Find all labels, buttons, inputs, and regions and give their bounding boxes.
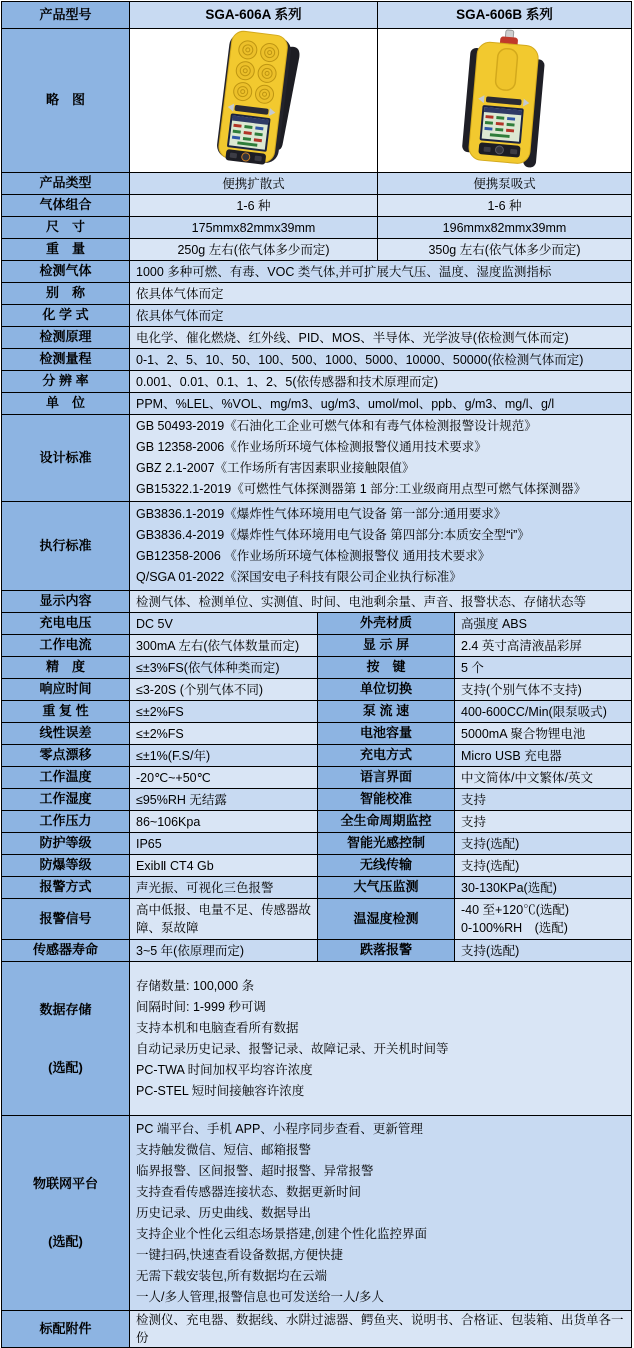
spec-value bbox=[130, 502, 632, 591]
spec-label: 工作湿度 bbox=[2, 789, 130, 811]
spec-value: 支持 bbox=[455, 789, 632, 811]
sketch-label: 略 图 bbox=[2, 29, 130, 173]
spec-label: 显示内容 bbox=[2, 591, 130, 613]
table-row-design-standards bbox=[2, 415, 632, 502]
device-b-image-cell bbox=[378, 29, 632, 173]
spec-label: 温湿度检测 bbox=[318, 899, 455, 940]
spec-label: 语言界面 bbox=[318, 767, 455, 789]
spec-value: Micro USB 充电器 bbox=[455, 745, 632, 767]
spec-value: ≤±2%FS bbox=[130, 723, 318, 745]
table-row-sensor-life bbox=[2, 940, 632, 962]
spec-label: 传感器寿命 bbox=[2, 940, 130, 962]
spec-value bbox=[130, 415, 632, 502]
spec-value-a: 250g 左右(依气体多少而定) bbox=[130, 239, 378, 261]
spec-value: -20℃~+50℃ bbox=[130, 767, 318, 789]
spec-label: 检测量程 bbox=[2, 349, 130, 371]
spec-value-line: -40 至+120℃(选配) bbox=[461, 903, 570, 917]
spec-label: 重 复 性 bbox=[2, 701, 130, 723]
header-series-b: SGA-606B 系列 bbox=[378, 2, 632, 29]
spec-value: 300mA 左右(依气体数量而定) bbox=[130, 635, 318, 657]
spec-label: 设计标准 bbox=[2, 415, 130, 502]
spec-label: 全生命周期监控 bbox=[318, 811, 455, 833]
spec-value: 依具体气体而定 bbox=[130, 305, 632, 327]
table-row-data-storage bbox=[2, 962, 632, 1116]
table-row-protection-rating bbox=[2, 833, 632, 855]
spec-value: 电化学、催化燃烧、红外线、PID、MOS、半导体、光学波导(依检测气体而定) bbox=[130, 327, 632, 349]
spec-label: 执行标准 bbox=[2, 502, 130, 591]
spec-label: 大气压监测 bbox=[318, 877, 455, 899]
device-a-image bbox=[191, 29, 317, 167]
spec-label: 充电方式 bbox=[318, 745, 455, 767]
table-row-resolution bbox=[2, 371, 632, 393]
table-row-response-time bbox=[2, 679, 632, 701]
spec-value-b: 便携泵吸式 bbox=[378, 173, 632, 195]
table-row-alias bbox=[2, 283, 632, 305]
standard-line: Q/SGA 01-2022《深国安电子科技有限公司企业执行标准》 bbox=[136, 570, 462, 585]
spec-value: 依具体气体而定 bbox=[130, 283, 632, 305]
table-row-units bbox=[2, 393, 632, 415]
table-row-working-temperature bbox=[2, 767, 632, 789]
spec-value: 支持(选配) bbox=[455, 940, 632, 962]
standard-line: GB15322.1-2019《可燃性气体探测器第 1 部分:工业级商用点型可燃气体探测器》 bbox=[136, 482, 587, 497]
feature-line: 存储数量: 100,000 条 bbox=[136, 978, 255, 993]
header-series-a: SGA-606A 系列 bbox=[130, 2, 378, 29]
spec-label-line: 数据存储 bbox=[39, 1001, 92, 1017]
feature-line: 支持触发微信、短信、邮箱报警 bbox=[136, 1142, 312, 1157]
spec-label: 重 量 bbox=[2, 239, 130, 261]
spec-value: 0.001、0.01、0.1、1、2、5(依传感器和技术原理而定) bbox=[130, 371, 632, 393]
table-row-iot-platform bbox=[2, 1116, 632, 1311]
feature-line: PC-TWA 时间加权平均容许浓度 bbox=[136, 1062, 313, 1077]
spec-value: PPM、%LEL、%VOL、mg/m3、ug/m3、umol/mol、ppb、g/m3、mg/l、g/l bbox=[130, 393, 632, 415]
feature-line: 一人/多人管理,报警信息也可发送给一人/多人 bbox=[136, 1289, 384, 1304]
spec-label: 防护等级 bbox=[2, 833, 130, 855]
table-row-product-type bbox=[2, 173, 632, 195]
spec-value: 2.4 英寸高清液晶彩屏 bbox=[455, 635, 632, 657]
table-header-row bbox=[2, 2, 632, 29]
spec-label: 检测气体 bbox=[2, 261, 130, 283]
feature-line: 临界报警、区间报警、超时报警、异常报警 bbox=[136, 1163, 374, 1178]
spec-label-line: (选配) bbox=[48, 1234, 83, 1250]
spec-value: 高强度 ABS bbox=[455, 613, 632, 635]
spec-value-a: 175mmx82mmx39mm bbox=[130, 217, 378, 239]
feature-line: PC-STEL 短时间接触容许浓度 bbox=[136, 1083, 305, 1098]
spec-value: DC 5V bbox=[130, 613, 318, 635]
spec-label: 精 度 bbox=[2, 657, 130, 679]
spec-value: 支持 bbox=[455, 811, 632, 833]
spec-label: 报警方式 bbox=[2, 877, 130, 899]
spec-label: 泵 流 速 bbox=[318, 701, 455, 723]
device-a-image-cell bbox=[130, 29, 378, 173]
spec-value: 400-600CC/Min(限泵吸式) bbox=[455, 701, 632, 723]
spec-value: ≤95%RH 无结露 bbox=[130, 789, 318, 811]
spec-value: 检测气体、检测单位、实测值、时间、电池剩余量、声音、报警状态、存储状态等 bbox=[130, 591, 632, 613]
spec-value: 声光振、可视化三色报警 bbox=[130, 877, 318, 899]
spec-value: ExibⅡ CT4 Gb bbox=[130, 855, 318, 877]
spec-value bbox=[130, 1116, 632, 1311]
spec-label-line: (选配) bbox=[48, 1059, 83, 1075]
standard-line: GBZ 2.1-2007《工作场所有害因素职业接触限值》 bbox=[136, 461, 415, 476]
table-row-weight bbox=[2, 239, 632, 261]
spec-label: 报警信号 bbox=[2, 899, 130, 940]
spec-label: 跌落报警 bbox=[318, 940, 455, 962]
spec-label: 别 称 bbox=[2, 283, 130, 305]
feature-line: 历史记录、历史曲线、数据导出 bbox=[136, 1205, 312, 1220]
table-row-working-pressure bbox=[2, 811, 632, 833]
spec-value-line: 0-100%RH (选配) bbox=[461, 921, 568, 936]
spec-value-a: 便携扩散式 bbox=[130, 173, 378, 195]
table-row-charge-voltage bbox=[2, 613, 632, 635]
spec-label: 尺 寸 bbox=[2, 217, 130, 239]
spec-label: 显 示 屏 bbox=[318, 635, 455, 657]
spec-label: 单 位 bbox=[2, 393, 130, 415]
spec-value-b: 196mmx82mmx39mm bbox=[378, 217, 632, 239]
feature-line: 自动记录历史记录、报警记录、故障记录、开关机时间等 bbox=[136, 1041, 449, 1056]
spec-label: 检测原理 bbox=[2, 327, 130, 349]
spec-label bbox=[2, 1116, 130, 1311]
spec-label: 外壳材质 bbox=[318, 613, 455, 635]
spec-value: 0-1、2、5、10、50、100、500、1000、5000、10000、50000(依检测气体而定) bbox=[130, 349, 632, 371]
spec-label-line: 物联网平台 bbox=[32, 1176, 98, 1192]
spec-label: 按 键 bbox=[318, 657, 455, 679]
feature-line: PC 端平台、手机 APP、小程序同步查看、更新管理 bbox=[136, 1121, 423, 1136]
spec-label: 智能校准 bbox=[318, 789, 455, 811]
table-row-alarm-signal bbox=[2, 899, 632, 940]
spec-value: 支持(个别气体不支持) bbox=[455, 679, 632, 701]
standard-line: GB 50493-2019《石油化工企业可燃气体和有毒气体检测报警设计规范》 bbox=[136, 419, 537, 434]
spec-value: IP65 bbox=[130, 833, 318, 855]
spec-value-b: 350g 左右(依气体多少而定) bbox=[378, 239, 632, 261]
table-row-repeatability bbox=[2, 701, 632, 723]
spec-value: ≤±2%FS bbox=[130, 701, 318, 723]
spec-value bbox=[130, 962, 632, 1116]
spec-value: 中文简体/中文繁体/英文 bbox=[455, 767, 632, 789]
spec-label: 化 学 式 bbox=[2, 305, 130, 327]
spec-value: 3~5 年(依原理而定) bbox=[130, 940, 318, 962]
table-row-alarm-mode bbox=[2, 877, 632, 899]
feature-line: 支持本机和电脑查看所有数据 bbox=[136, 1020, 299, 1035]
spec-value: 支持(选配) bbox=[455, 855, 632, 877]
spec-value-b: 1-6 种 bbox=[378, 195, 632, 217]
spec-label: 工作温度 bbox=[2, 767, 130, 789]
spec-table bbox=[1, 1, 632, 1348]
table-row-zero-drift bbox=[2, 745, 632, 767]
spec-label: 无线传输 bbox=[318, 855, 455, 877]
spec-label: 产品类型 bbox=[2, 173, 130, 195]
table-row-detect-range bbox=[2, 349, 632, 371]
table-row-gas-combination bbox=[2, 195, 632, 217]
spec-value: 检测仪、充电器、数据线、水阱过滤器、鳄鱼夹、说明书、合格证、包装箱、出货单各一份 bbox=[130, 1311, 632, 1348]
spec-value: 1000 多种可燃、有毒、VOC 类气体,并可扩展大气压、温度、湿度监测指标 bbox=[130, 261, 632, 283]
spec-value: 5000mA 聚合物锂电池 bbox=[455, 723, 632, 745]
table-row-linearity-error bbox=[2, 723, 632, 745]
spec-label: 气体组合 bbox=[2, 195, 130, 217]
spec-label: 充电电压 bbox=[2, 613, 130, 635]
spec-label: 电池容量 bbox=[318, 723, 455, 745]
spec-label: 单位切换 bbox=[318, 679, 455, 701]
spec-label: 标配附件 bbox=[2, 1311, 130, 1348]
standard-line: GB3836.4-2019《爆炸性气体环境用电气设备 第四部分:本质安全型“i”》 bbox=[136, 528, 530, 543]
spec-label: 零点漂移 bbox=[2, 745, 130, 767]
table-row-accessories bbox=[2, 1311, 632, 1348]
spec-value: 30-130KPa(选配) bbox=[455, 877, 632, 899]
spec-label: 工作压力 bbox=[2, 811, 130, 833]
spec-value: 高中低报、电量不足、传感器故障、泵故障 bbox=[130, 899, 318, 940]
standard-line: GB12358-2006 《作业场所环境气体检测报警仪 通用技术要求》 bbox=[136, 549, 491, 564]
spec-value: 5 个 bbox=[455, 657, 632, 679]
header-product-model: 产品型号 bbox=[2, 2, 130, 29]
table-row-display-content bbox=[2, 591, 632, 613]
spec-label: 防爆等级 bbox=[2, 855, 130, 877]
table-row-explosion-proof bbox=[2, 855, 632, 877]
spec-label: 智能光感控制 bbox=[318, 833, 455, 855]
spec-value: ≤±1%(F.S/年) bbox=[130, 745, 318, 767]
feature-line: 间隔时间: 1-999 秒可调 bbox=[136, 999, 266, 1014]
feature-line: 支持查看传感器连接状态、数据更新时间 bbox=[136, 1184, 362, 1199]
spec-label: 线性误差 bbox=[2, 723, 130, 745]
spec-label: 工作电流 bbox=[2, 635, 130, 657]
device-b-image bbox=[442, 29, 568, 167]
spec-value: ≤3-20S (个别气体不同) bbox=[130, 679, 318, 701]
table-row-dimensions bbox=[2, 217, 632, 239]
table-row-working-current bbox=[2, 635, 632, 657]
table-row-detect-gas bbox=[2, 261, 632, 283]
table-row-detect-principle bbox=[2, 327, 632, 349]
spec-value: ≤±3%FS(依气体种类而定) bbox=[130, 657, 318, 679]
spec-label bbox=[2, 962, 130, 1116]
spec-value bbox=[455, 899, 632, 940]
spec-label: 响应时间 bbox=[2, 679, 130, 701]
sketch-row bbox=[2, 29, 632, 173]
spec-value: 支持(选配) bbox=[455, 833, 632, 855]
feature-line: 一键扫码,快速查看设备数据,方便快捷 bbox=[136, 1247, 343, 1262]
table-row-exec-standards bbox=[2, 502, 632, 591]
feature-line: 无需下载安装包,所有数据均在云端 bbox=[136, 1268, 327, 1283]
spec-label: 分 辨 率 bbox=[2, 371, 130, 393]
spec-value-a: 1-6 种 bbox=[130, 195, 378, 217]
table-row-working-humidity bbox=[2, 789, 632, 811]
standard-line: GB 12358-2006《作业场所环境气体检测报警仪通用技术要求》 bbox=[136, 440, 487, 455]
table-row-chemical-formula bbox=[2, 305, 632, 327]
standard-line: GB3836.1-2019《爆炸性气体环境用电气设备 第一部分:通用要求》 bbox=[136, 507, 507, 522]
feature-line: 支持企业个性化云组态场景搭建,创建个性化监控界面 bbox=[136, 1226, 427, 1241]
spec-value: 86~106Kpa bbox=[130, 811, 318, 833]
table-row-accuracy bbox=[2, 657, 632, 679]
